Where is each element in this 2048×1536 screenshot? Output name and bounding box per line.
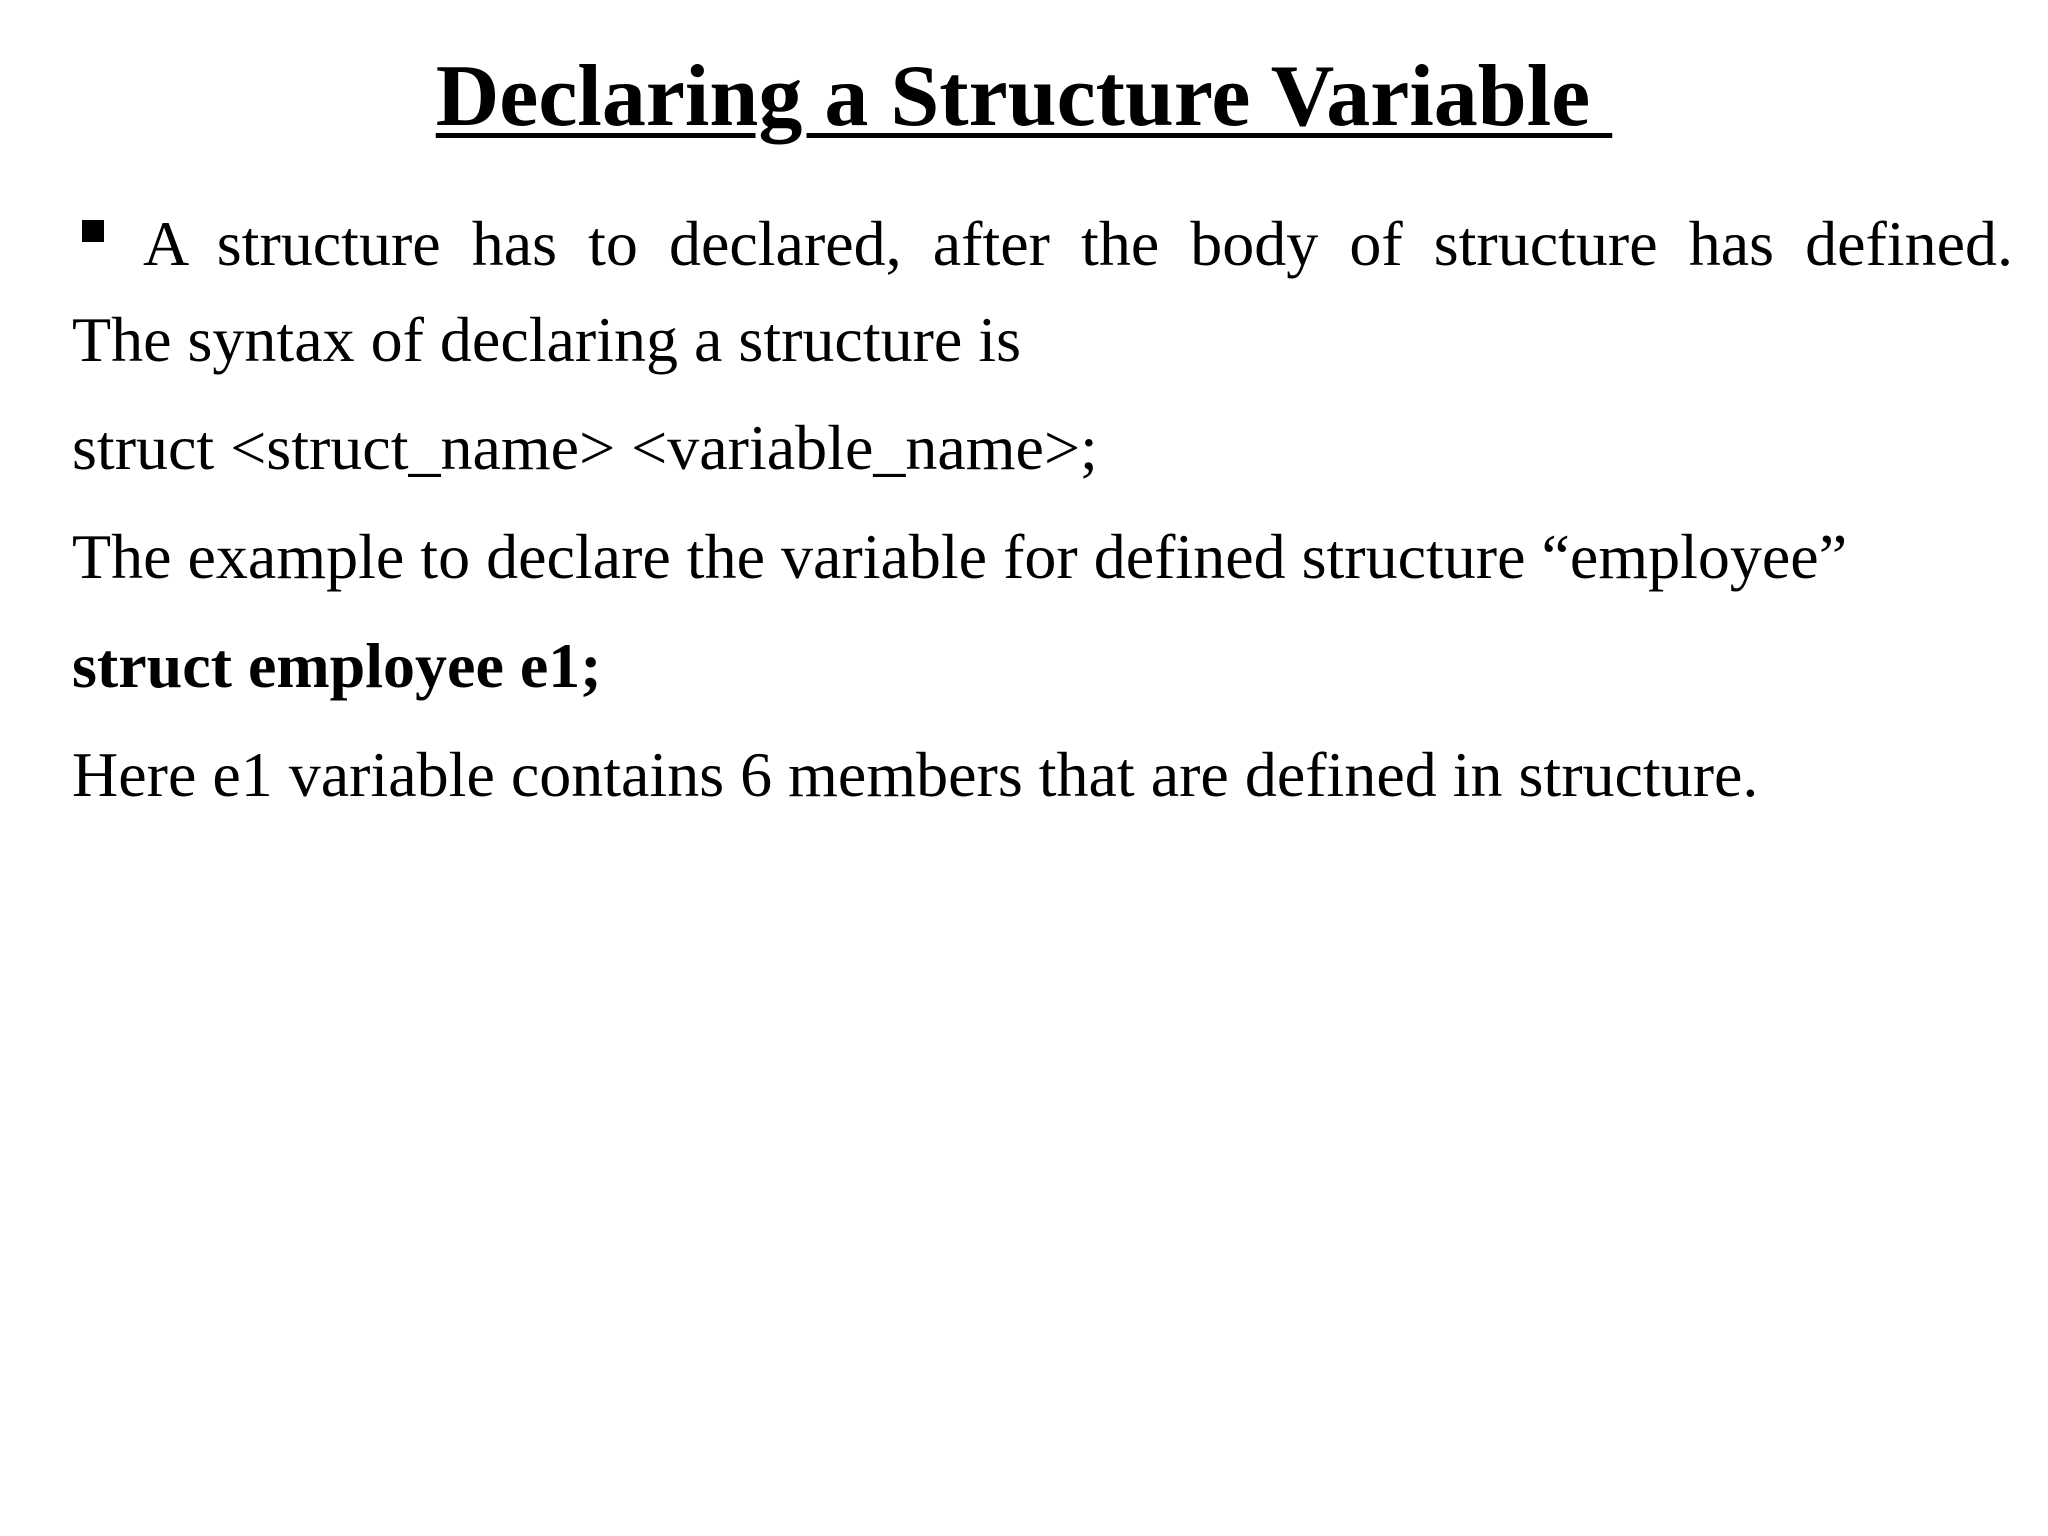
bullet-text-second-line: The syntax of declaring a structure is (72, 304, 1021, 375)
example-code: struct employee e1; (72, 630, 602, 701)
square-bullet-icon (82, 220, 104, 242)
syntax-line: struct <struct_name> <variable_name>; (72, 412, 1098, 483)
slide-title: Declaring a Structure Variable (435, 48, 1613, 145)
example-intro: The example to declare the variable for defined structure “employee” (72, 521, 1848, 592)
explanation-text: Here e1 variable contains 6 members that are defined in structure. (72, 739, 1759, 810)
bullet-text-first-line: A structure has to declared, after the body of structure has defined. (143, 208, 2013, 279)
